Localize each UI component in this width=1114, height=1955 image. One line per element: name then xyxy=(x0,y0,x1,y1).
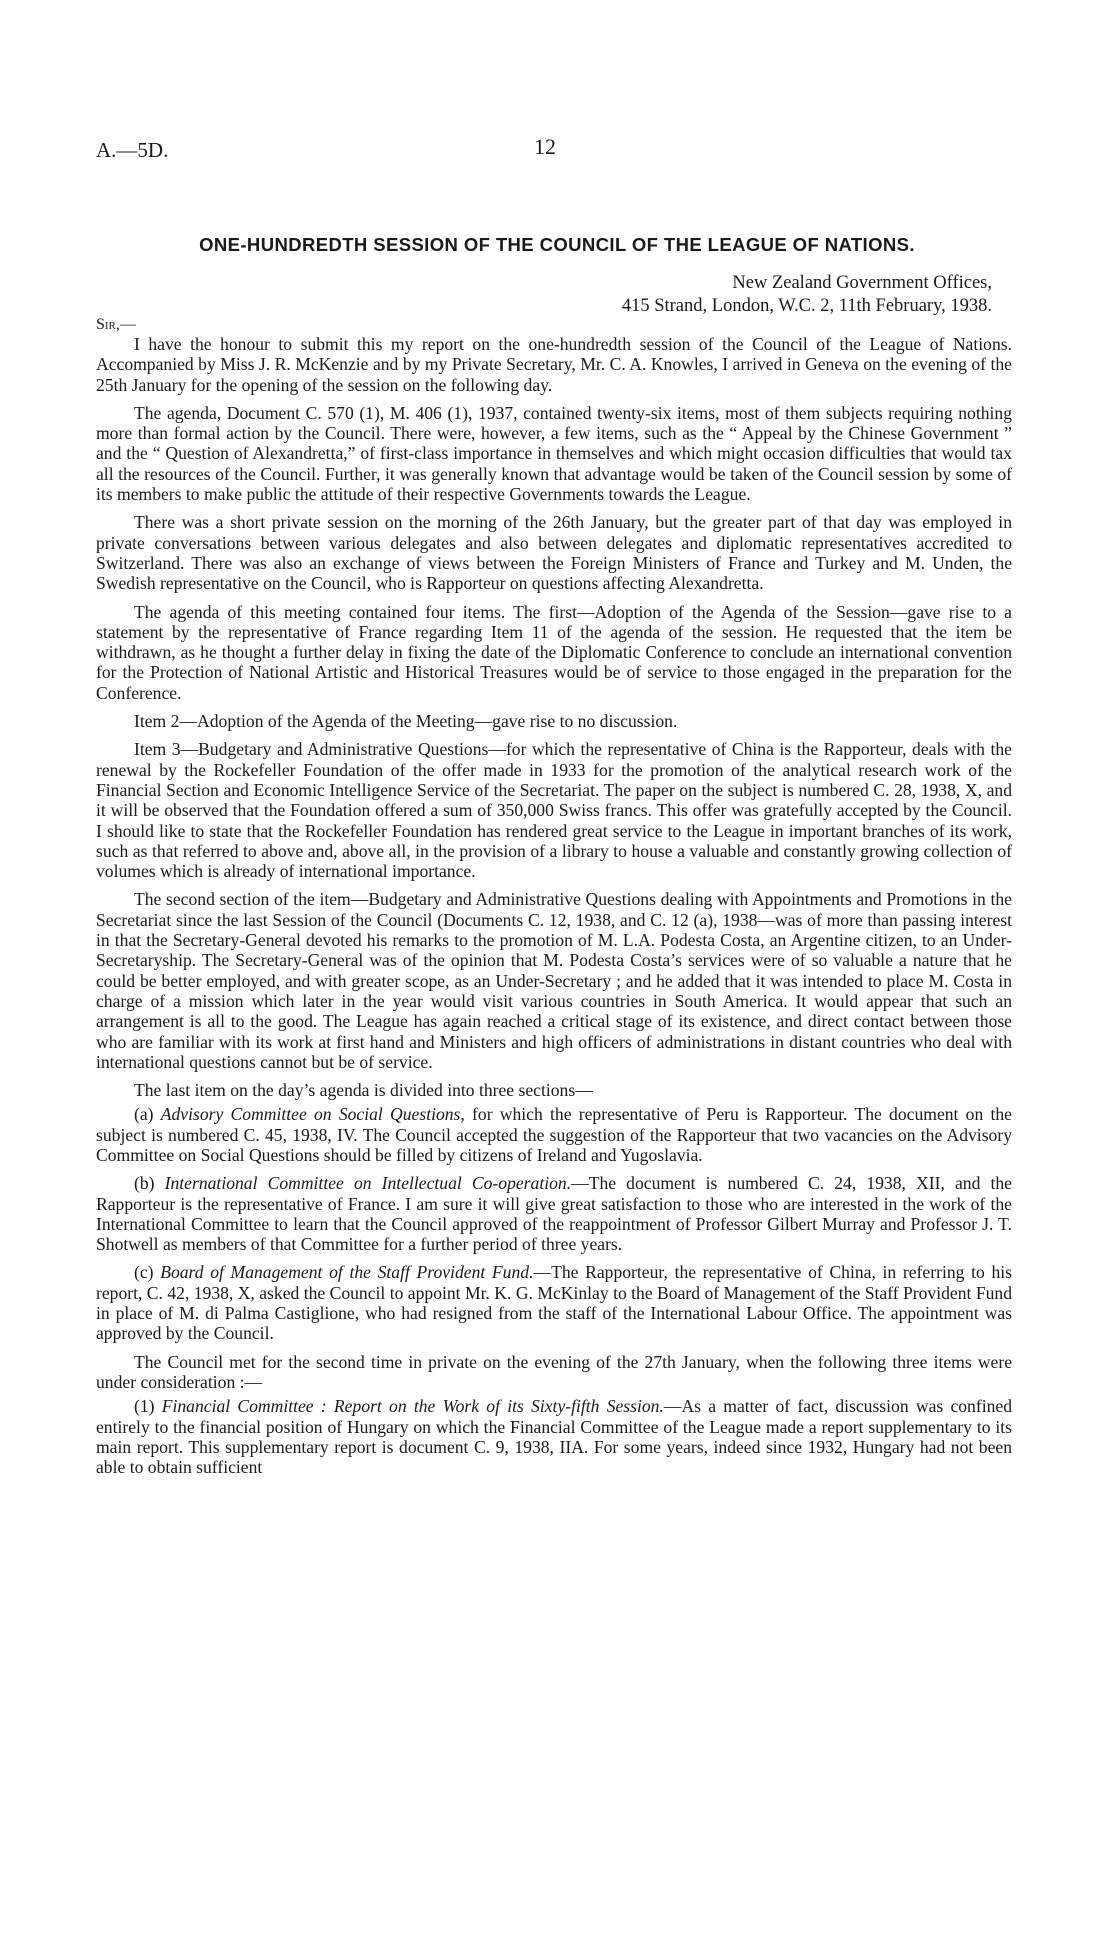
section-heading: Board of Management of the Staff Provident Fund. xyxy=(160,1262,534,1283)
paragraph: Item 3—Budgetary and Administrative Questions—for which the representative of China is the Rapporteur, deals with the renewal by the Rockefeller Foundation of the offer made in 1933 for the promotion of the analytical research work of the Financial Section and Economic Intelligence Service of the Secretariat. The paper on the subject is numbered C. 28, 1938, X, and it will be observed that the Foundation offered a sum of 350,000 Swiss francs. This offer was gratefully accepted by the Council. I should like to state that the Rockefeller Foundation has rendered great service to the League in important branches of its work, such as that referred to above and, above all, in the provision of a library to house a valuable and constantly growing collection of volumes which is already of international importance. xyxy=(96,739,1012,882)
paragraph-section-a: (a) Advisory Committee on Social Questions, for which the representative of Peru is Rapporteur. The document on the subject is numbered C. 45, 1938, IV. The Council accepted the suggestion of the Rapporteur that two vacancies on the Advisory Committee on Social Questions should be filled by citizens of Ireland and Yugoslavia. xyxy=(96,1104,1012,1165)
section-heading: Advisory Committee on Social Questions, xyxy=(160,1104,465,1125)
paragraph: The agenda, Document C. 570 (1), M. 406 (1), 1937, contained twenty-six items, most of them subjects requiring nothing more than formal action by the Council. There were, however, a few items, such as the “ Appeal by the Chinese Government ” and the “ Question of Alexandretta,” of first-class importance in themselves and which might occasion difficulties that would tax all the resources of the Council. Further, it was generally known that advantage would be taken of the Council session by some of its members to make public the attitude of their respective Governments towards the League. xyxy=(96,402,1012,505)
page-title: ONE-HUNDREDTH SESSION OF THE COUNCIL OF THE LEAGUE OF NATIONS. xyxy=(199,234,915,255)
paragraph: I have the honour to submit this my report on the one-hundredth session of the Council of the League of Nations. Accompanied by Miss J. R. McKenzie and by my Private Secretary, Mr. C. A. Knowles, I arrived in Geneva on the evening of the 25th January for the opening of the session on the following day. xyxy=(96,334,1012,395)
paragraph: The Council met for the second time in private on the evening of the 27th January, when the following three items were under consideration :— xyxy=(96,1351,1012,1392)
reference-prefix: A.—5 xyxy=(96,138,148,162)
paragraph-section-c: (c) Board of Management of the Staff Provident Fund.—The Rapporteur, the representative of China, in referring to his report, C. 42, 1938, X, asked the Council to appoint Mr. K. G. McKinlay to the Board of Management of the Staff Provident Fund in place of M. di Palma Castiglione, who had resigned from the staff of the International Labour Office. The appointment was approved by the Council. xyxy=(96,1262,1012,1344)
paragraph: The last item on the day’s agenda is divided into three sections— xyxy=(134,1080,593,1101)
document-reference xyxy=(96,138,168,163)
reference-suffix: D. xyxy=(147,138,169,162)
paragraph: Item 2—Adoption of the Agenda of the Meeting—gave rise to no discussion. xyxy=(134,711,678,732)
salutation: Sir,— xyxy=(96,316,136,333)
section-heading: Financial Committee : Report on the Work of its Sixty-fifth Session. xyxy=(161,1396,664,1417)
paragraph: There was a short private session on the morning of the 26th January, but the greater part of that day was employed in private conversations between various delegates and also between delegates and diplomatic representatives accredited to Switzerland. There was also an exchange of views between the Foreign Ministers of France and Turkey and M. Unden, the Swedish representative on the Council, who is Rapporteur on questions affecting Alexandretta. xyxy=(96,512,1012,594)
address-line-2: 415 Strand, London, W.C. 2, 11th February, 1938. xyxy=(621,296,992,316)
page-number: 12 xyxy=(534,134,556,159)
paragraph: The agenda of this meeting contained four items. The first—Adoption of the Agenda of the Session—gave rise to a statement by the representative of France regarding Item 11 of the agenda of the session. He requested that the item be withdrawn, as he thought a further delay in fixing the date of the Diplomatic Conference to conclude an international convention for the Protection of National Artistic and Historical Treasures would be of service to those engaged in the preparation for the Conference. xyxy=(96,601,1012,703)
sender-address xyxy=(622,272,992,318)
address-line-1: New Zealand Government Offices, xyxy=(732,273,992,293)
paragraph-item-1: (1) Financial Committee : Report on the Work of its Sixty-fifth Session.—As a matter of fact, discussion was confined entirely to the financial position of Hungary on which the Financial Committee of the League made a report supplementary to its main report. This supplementary report is document C. 9, 1938, IIA. For some years, indeed since 1932, Hungary had not been able to obtain sufficient xyxy=(96,1396,1013,1478)
paragraph: The second section of the item—Budgetary and Administrative Questions dealing with Appointments and Promotions in the Secretariat since the last Session of the Council (Documents C. 12, 1938, and C. 12 (a), 1938—was of more than passing interest in that the Secretary-General devoted his remarks to the promotion of M. L.A. Podesta Costa, an Argentine citizen, to an Under-Secretaryship. The Secretary-General was of the opinion that M. Podesta Costa’s services were of so valuable a nature that he could be better employed, and with greater scope, as an Under-Secretary ; and he added that it was intended to place M. Costa in charge of a mission which later in the year would visit various countries in South America. It would appear that such an arrangement is all to the good. The League has again reached a critical stage of its existence, and direct contact between those who are familiar with its work at first hand and Ministers and high officers of administrations in distant countries who deal with international questions cannot but be of service. xyxy=(96,889,1012,1072)
paragraph-section-b: (b) International Committee on Intellectual Co-operation.—The document is numbered C. 24, 1938, XII, and the Rapporteur is the representative of France. I am sure it will give great satisfaction to those who are interested in the work of the International Committee to learn that the Council approved of the reappointment of Professor Gilbert Murray and Professor J. T. Shotwell as members of that Committee for a further period of three years. xyxy=(96,1173,1012,1255)
section-heading: International Committee on Intellectual Co-operation. xyxy=(164,1173,572,1194)
report-body xyxy=(96,334,1012,1485)
